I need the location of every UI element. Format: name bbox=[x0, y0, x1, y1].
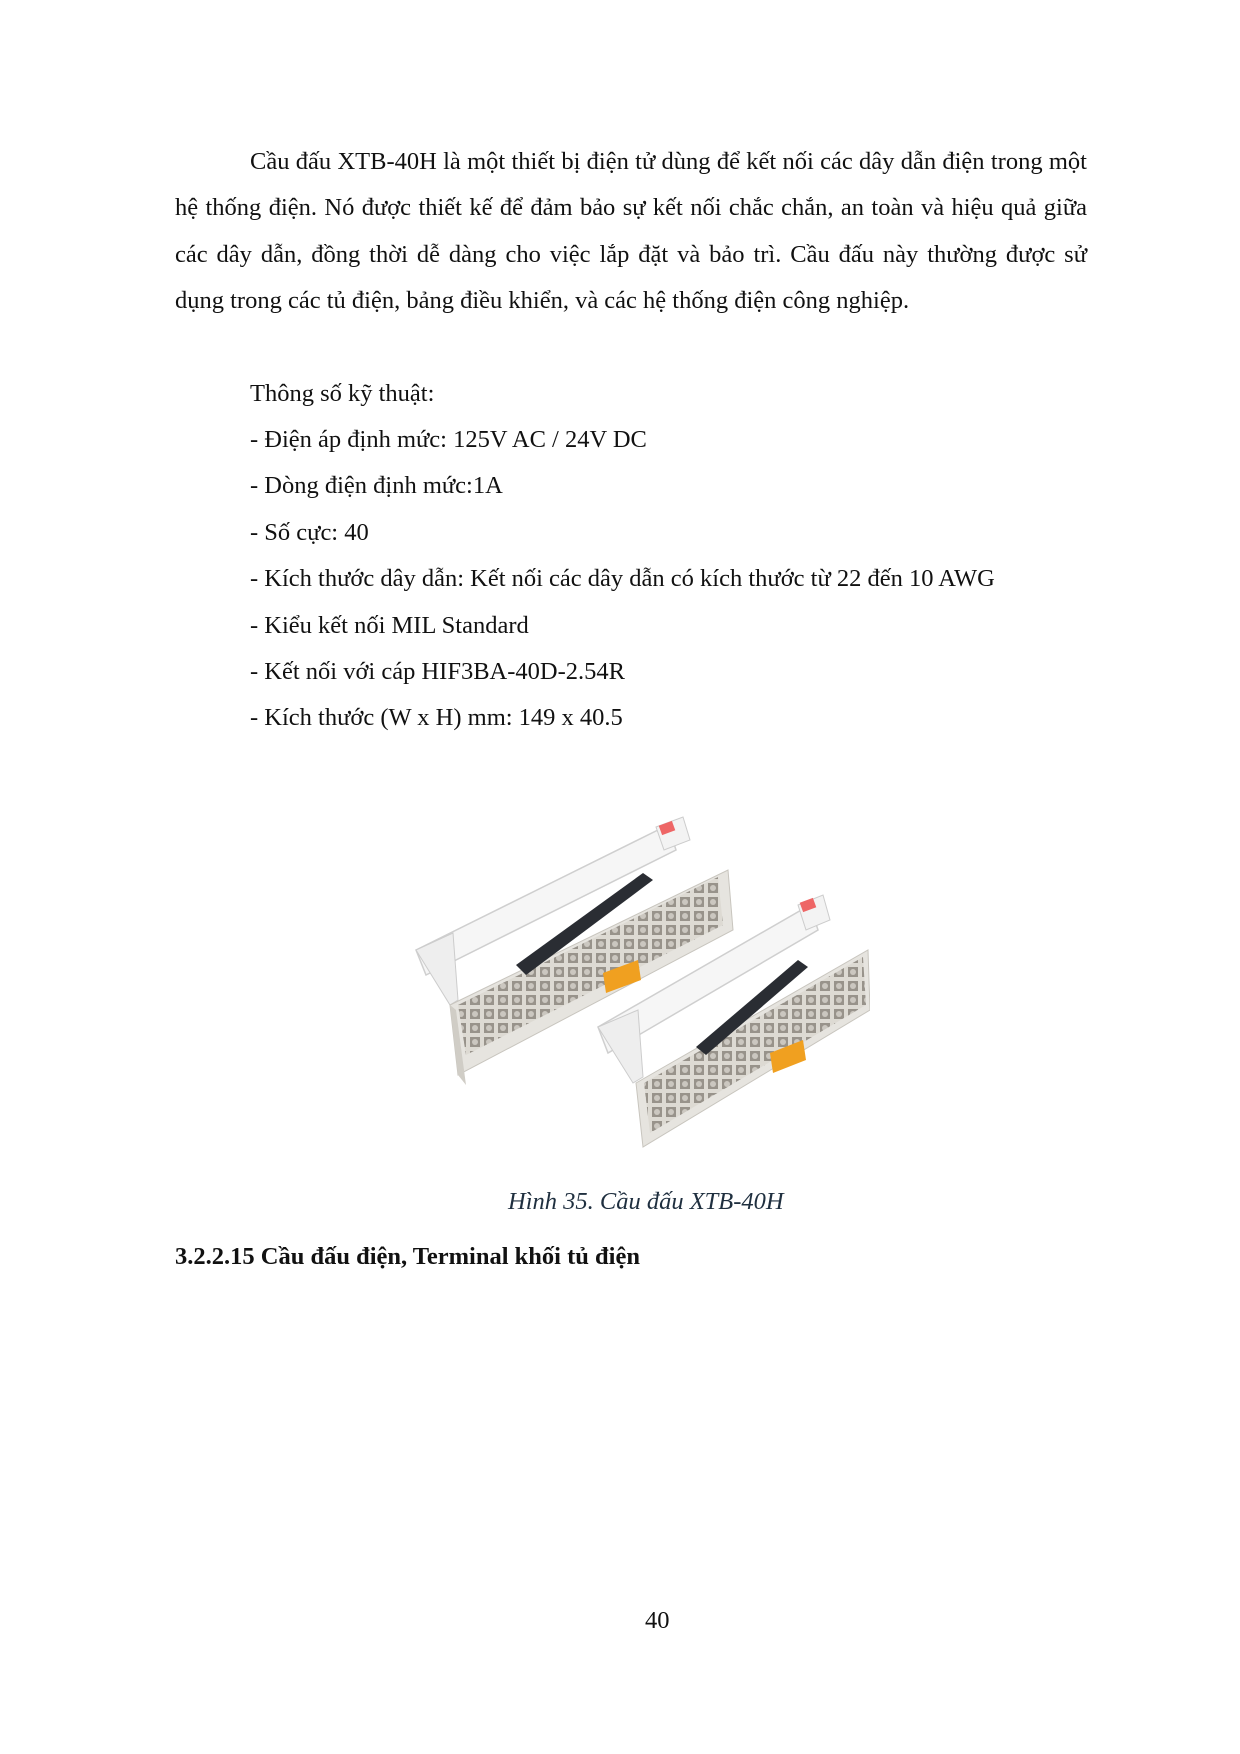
spec-item-voltage: - Điện áp định mức: 125V AC / 24V DC bbox=[250, 426, 647, 453]
spec-item-cable: - Kết nối với cáp HIF3BA-40D-2.54R bbox=[250, 658, 625, 686]
spec-item-dimensions: - Kích thước (W x H) mm: 149 x 40.5 bbox=[250, 704, 623, 732]
figure-caption: Hình 35. Cầu đấu XTB-40H bbox=[508, 1188, 784, 1215]
spec-item-poles: - Số cực: 40 bbox=[250, 518, 369, 546]
page-number: 40 bbox=[645, 1607, 670, 1634]
spec-item-connection-type: - Kiểu kết nối MIL Standard bbox=[250, 611, 529, 639]
spec-list bbox=[250, 417, 995, 742]
intro-paragraph: Cầu đấu XTB-40H là một thiết bị điện tử dùng để kết nối các dây dẫn điện trong một hệ thống điện. Nó được thiết kế để đảm bảo sự kết nối chắc chắn, an toàn và hiệu quả giữa các dây dẫn, đồng thời dễ dàng cho việc lắp đặt và bảo trì. Cầu đấu này thường được sử dụng trong các tủ điện, bảng điều khiển, và các hệ thống điện công nghiệp. bbox=[175, 148, 1087, 315]
specs-title: Thông số kỹ thuật: bbox=[250, 380, 435, 407]
terminal-block-image bbox=[398, 755, 870, 1155]
figure-terminal-blocks bbox=[398, 755, 870, 1155]
spec-item-current: - Dòng điện định mức:1A bbox=[250, 472, 503, 500]
section-heading: 3.2.2.15 Cầu đấu điện, Terminal khối tủ điện bbox=[175, 1243, 640, 1270]
terminal-block-left bbox=[416, 817, 733, 1085]
spec-item-wire-size: - Kích thước dây dẫn: Kết nối các dây dẫn có kích thước từ 22 đến 10 AWG bbox=[250, 565, 995, 593]
